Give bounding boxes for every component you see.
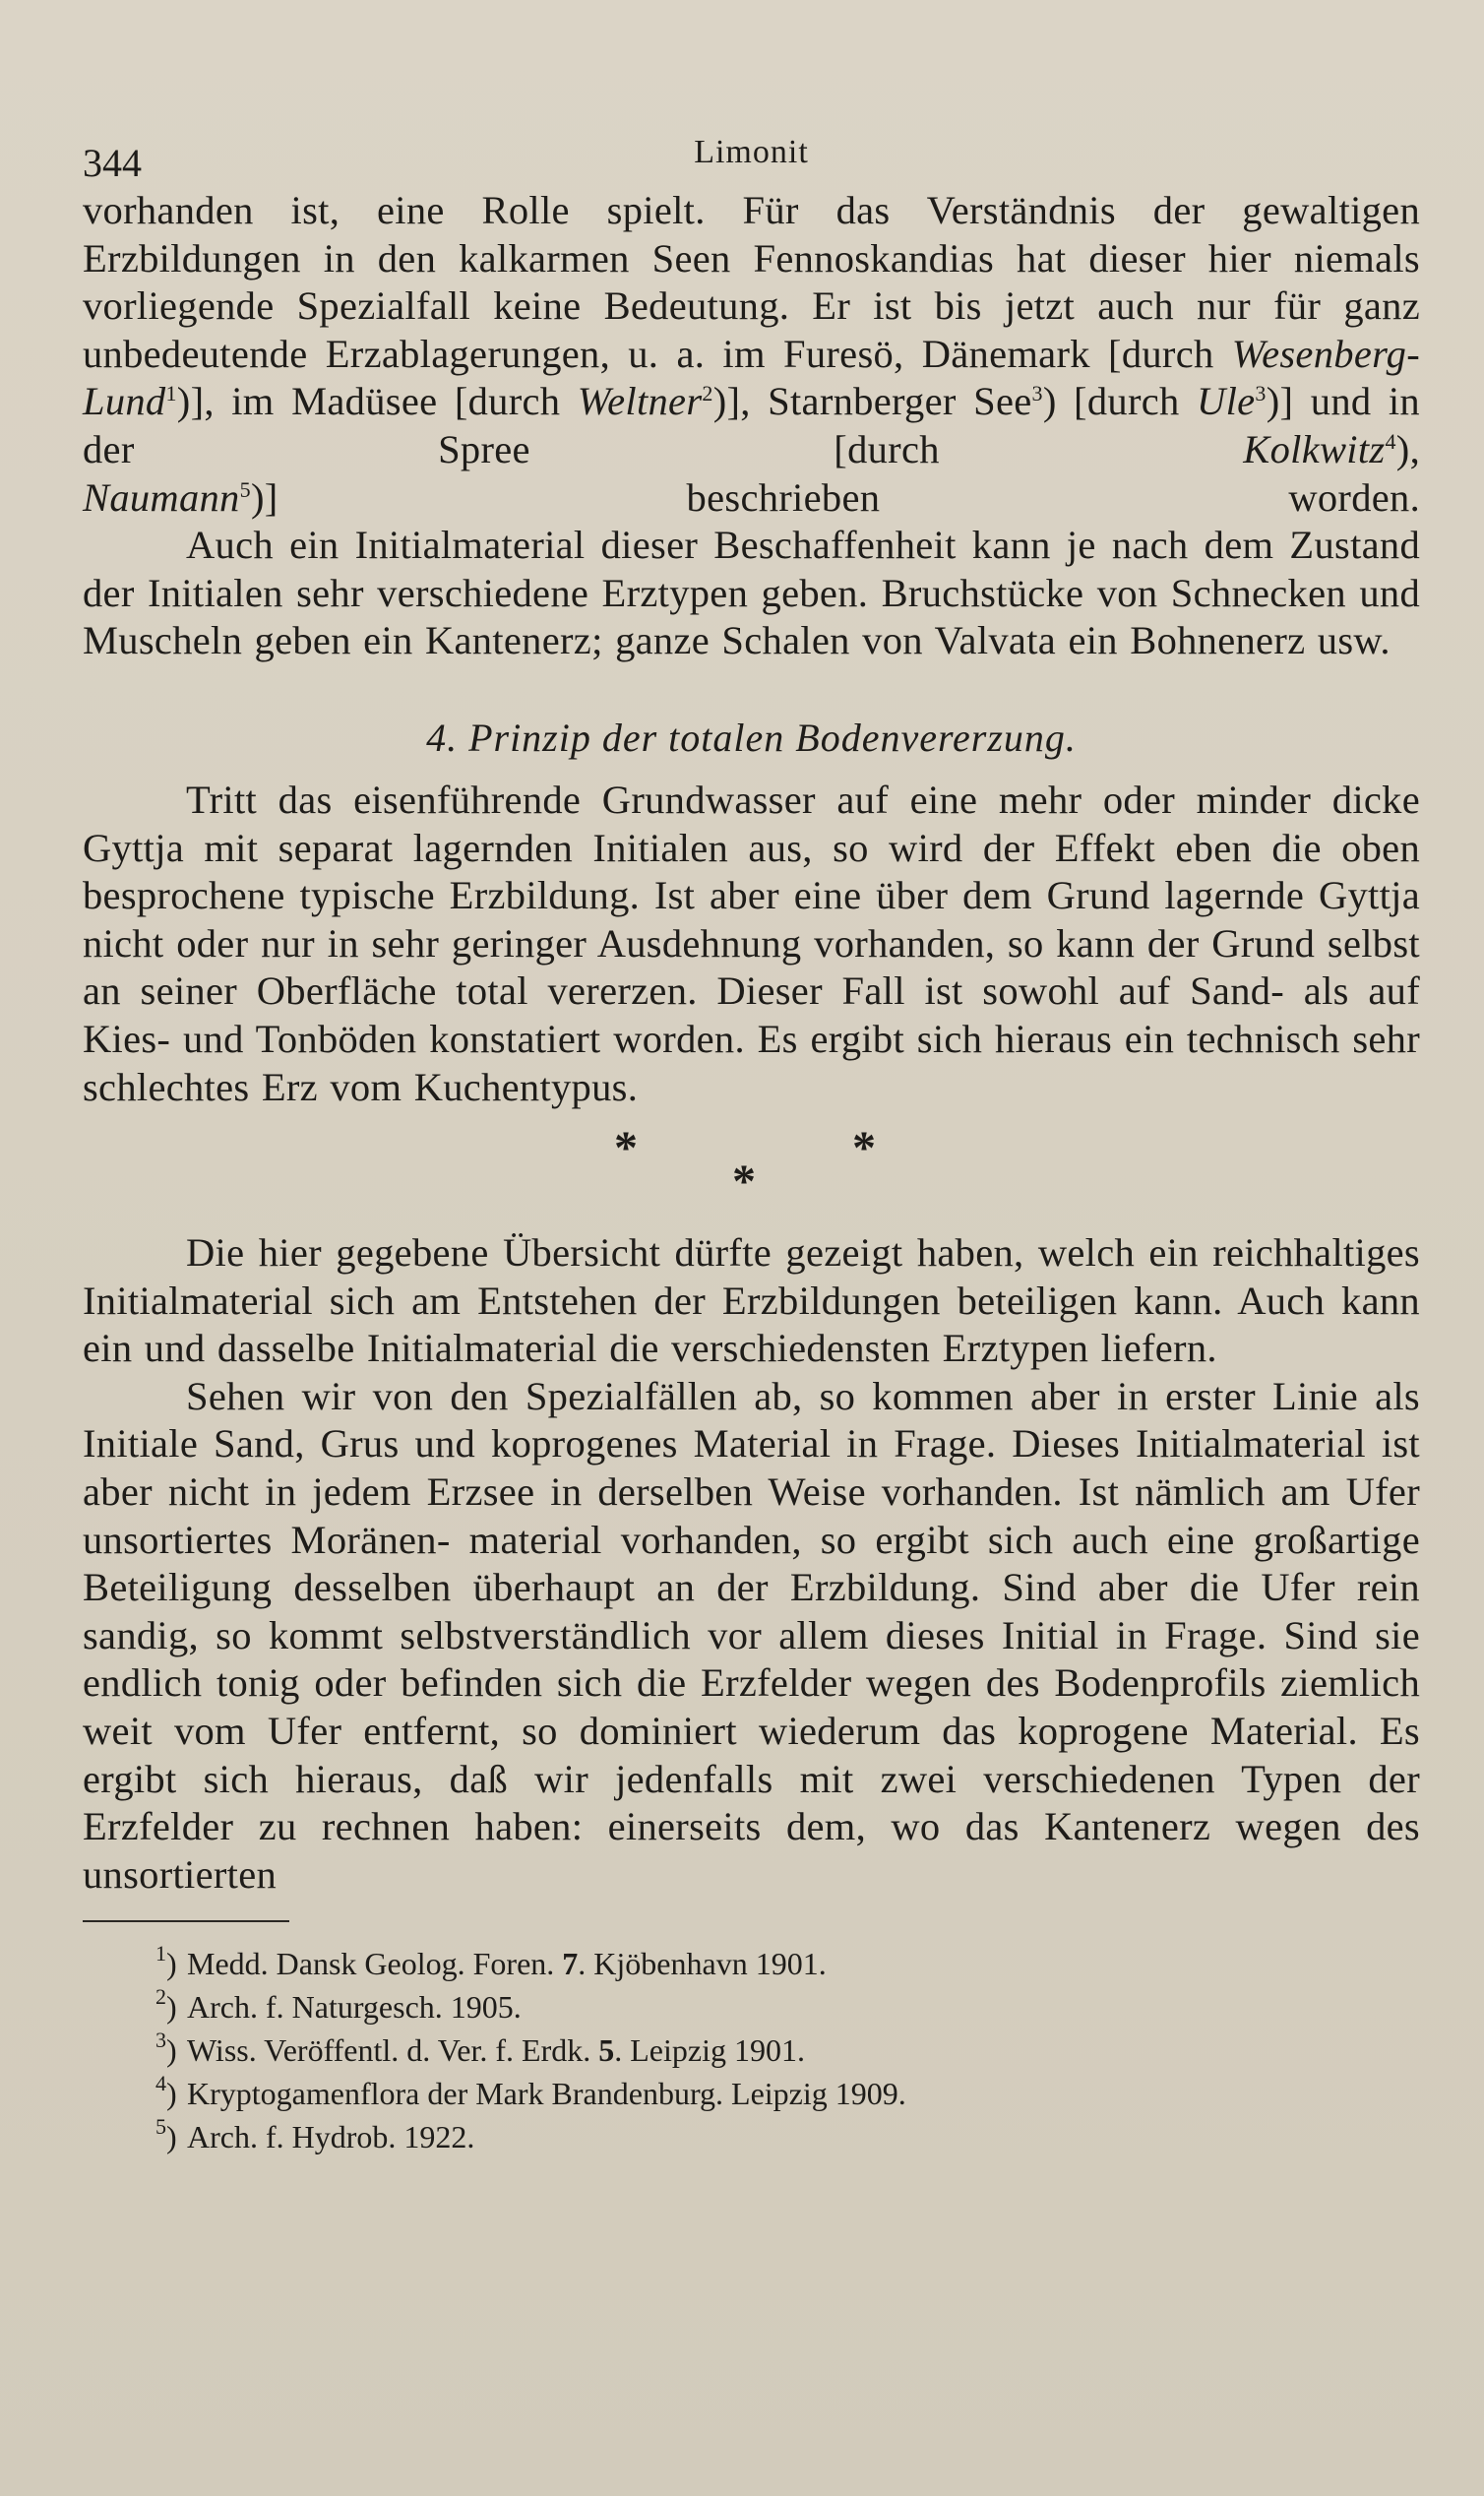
page-number: 344 xyxy=(83,141,142,185)
footnote-ref: 4 xyxy=(1385,428,1396,454)
text-line: Sehen wir von den Spezialfällen ab, so kommen aber in erster xyxy=(186,1373,1256,1418)
footnote-ref: 2 xyxy=(702,381,713,406)
footnote-ref: 1 xyxy=(165,381,177,406)
text-line: jedenfalls mit zwei verschiedenen Typen der Erzfelder zu rechnen xyxy=(83,1756,1420,1849)
asterisk: * xyxy=(614,1122,638,1175)
author-name: Ule xyxy=(1197,379,1256,424)
footnote-ref: 5 xyxy=(239,476,251,502)
text-line: Tritt das eisenführende Grundwasser auf eine mehr oder xyxy=(186,777,1176,822)
section-separator xyxy=(83,1121,1420,1229)
text-line: geringer Ausdehnung vorhanden, so kann der Grund selbst an xyxy=(83,920,1420,1014)
footnote-ref: 3 xyxy=(1255,381,1267,406)
footnote-number: 3 xyxy=(155,2028,166,2053)
text-line: verschiedensten Erztypen liefern. xyxy=(671,1326,1217,1371)
text-line: Dieses Initialmaterial ist aber nicht in jedem Erzsee in derselben xyxy=(83,1421,1420,1515)
footnote: $^4$) Kryptogamenflora der Mark Brandenburg. Leipzig 1909. xyxy=(155,2071,906,2112)
footnote-number: 5 xyxy=(155,2114,166,2140)
text-line: Erzbildungen in den kalkarmen Seen Fennoskandias hat dieser hier xyxy=(83,235,1271,281)
footnote-number: 2 xyxy=(155,1984,166,2010)
text-line: Auch ein Initialmaterial dieser Beschaffenheit kann je nach xyxy=(186,523,1189,568)
running-head: Limonit xyxy=(694,134,809,170)
author-name: Weltner xyxy=(577,379,703,424)
paragraph-2 xyxy=(83,522,1420,665)
text-line: als auf Kies- und Tonböden konstatiert worden. Es ergibt sich xyxy=(83,968,1420,1061)
text-line: Starnberger See$^3$) [durch Ule$^3$)] und in der Spree [durch Kolkwitz$^4$), xyxy=(83,379,1420,471)
text-line: niemals vorliegende Spezialfall keine Bedeutung. Er ist bis jetzt xyxy=(83,235,1420,329)
text-line: minder dicke Gyttja mit separat lagernden Initialen aus, so wird xyxy=(83,777,1420,870)
text-line: ganze Schalen von Valvata ein Bohnenerz usw. xyxy=(615,618,1391,663)
text-line: des Bodenprofils ziemlich weit vom Ufer entfernt, so dominiert xyxy=(83,1660,1420,1754)
author-name: Wesenberg-Lund xyxy=(83,331,1420,424)
footnote: $^3$) Wiss. Veröffentl. d. Ver. f. Erdk. 5. Leipzig 1901. xyxy=(155,2028,805,2069)
asterisk: * xyxy=(732,1155,756,1209)
footnote-number: 1 xyxy=(155,1941,166,1966)
footnote: $^5$) Arch. f. Hydrob. 1922. xyxy=(155,2114,475,2155)
text-line: Naumann$^5$)] beschrieben worden. xyxy=(83,474,1420,520)
author-name: Kolkwitz xyxy=(1243,426,1386,471)
text-line: sandig, so kommt selbstverständlich vor allem dieses Initial in xyxy=(83,1612,1147,1657)
footnote-ref: 3 xyxy=(1031,381,1043,406)
text-line: aber eine über dem Grund lagernde Gyttja nicht oder nur in sehr xyxy=(83,873,1420,966)
paragraph-3 xyxy=(83,777,1420,1111)
text-line: vorhanden ist, eine Rolle spielt. Für das Verständnis der gewaltigen xyxy=(83,188,1420,232)
text-line: seiner Oberfläche total vererzen. Dieser Fall ist sowohl auf Sand- xyxy=(140,968,1285,1014)
asterisk: * xyxy=(852,1122,876,1175)
text-line: Dänemark [durch Wesenberg-Lund$^1$)], im Madüsee [durch Weltner$^2$)], xyxy=(83,331,1420,424)
text-line: reichhaltiges Initialmaterial sich am Entstehen der Erzbildungen xyxy=(83,1230,1420,1323)
paragraph-4 xyxy=(83,1229,1420,1373)
text-line: Weise vorhanden. Ist nämlich am Ufer unsortiertes Moränen- xyxy=(83,1469,1420,1562)
author-name: Naumann xyxy=(83,474,240,520)
text-line: der Effekt eben die oben besprochene typische Erzbildung. Ist xyxy=(83,825,1420,918)
section-heading: 4. Prinzip der totalen Bodenvererzung. xyxy=(426,715,1077,760)
page-header xyxy=(83,128,1420,187)
text-line: hieraus ein technisch sehr schlechtes Erz vom Kuchentypus. xyxy=(83,1016,1420,1109)
text-line: Bruchstücke von Schnecken und Muscheln geben ein Kantenerz; xyxy=(83,570,1420,663)
text-line: auch nur für ganz unbedeutende Erzablagerungen, u. a. im Furesö, xyxy=(83,283,1421,376)
paragraph-5 xyxy=(83,1373,1420,1900)
text-line: Frage. Sind sie endlich tonig oder befinden sich die Erzfelder wegen xyxy=(83,1612,1420,1706)
text-line: dem Zustand der Initialen sehr verschiedene Erztypen geben. xyxy=(83,523,1420,615)
text-line: Die hier gegebene Übersicht dürfte gezeigt haben, welch ein xyxy=(186,1230,1199,1276)
text-line: beteiligen kann. Auch kann ein und dasselbe Initialmaterial die xyxy=(83,1278,1420,1371)
footnote-number: 4 xyxy=(155,2071,166,2096)
footnotes xyxy=(83,1942,1420,2158)
text-line: desselben überhaupt an der Erzbildung. Sind aber die Ufer rein xyxy=(293,1565,1420,1610)
paragraph-1 xyxy=(83,187,1420,522)
text-line: material vorhanden, so ergibt sich auch eine großartige Beteiligung xyxy=(83,1517,1420,1610)
footnote: $^2$) Arch. f. Naturgesch. 1905. xyxy=(155,1984,522,2026)
footnote: $^1$) Medd. Dansk Geolog. Foren. 7. Kjöbenhavn 1901. xyxy=(155,1941,827,1982)
text-line: Linie als Initiale Sand, Grus und koprogenes Material in Frage. xyxy=(83,1373,1420,1466)
footnote-rule xyxy=(83,1920,289,1922)
text-line: wiederum das koprogene Material. Es ergibt sich hieraus, daß wir xyxy=(83,1709,1420,1801)
text-line: haben: einerseits dem, wo das Kantenerz wegen des unsortierten xyxy=(83,1804,1420,1897)
